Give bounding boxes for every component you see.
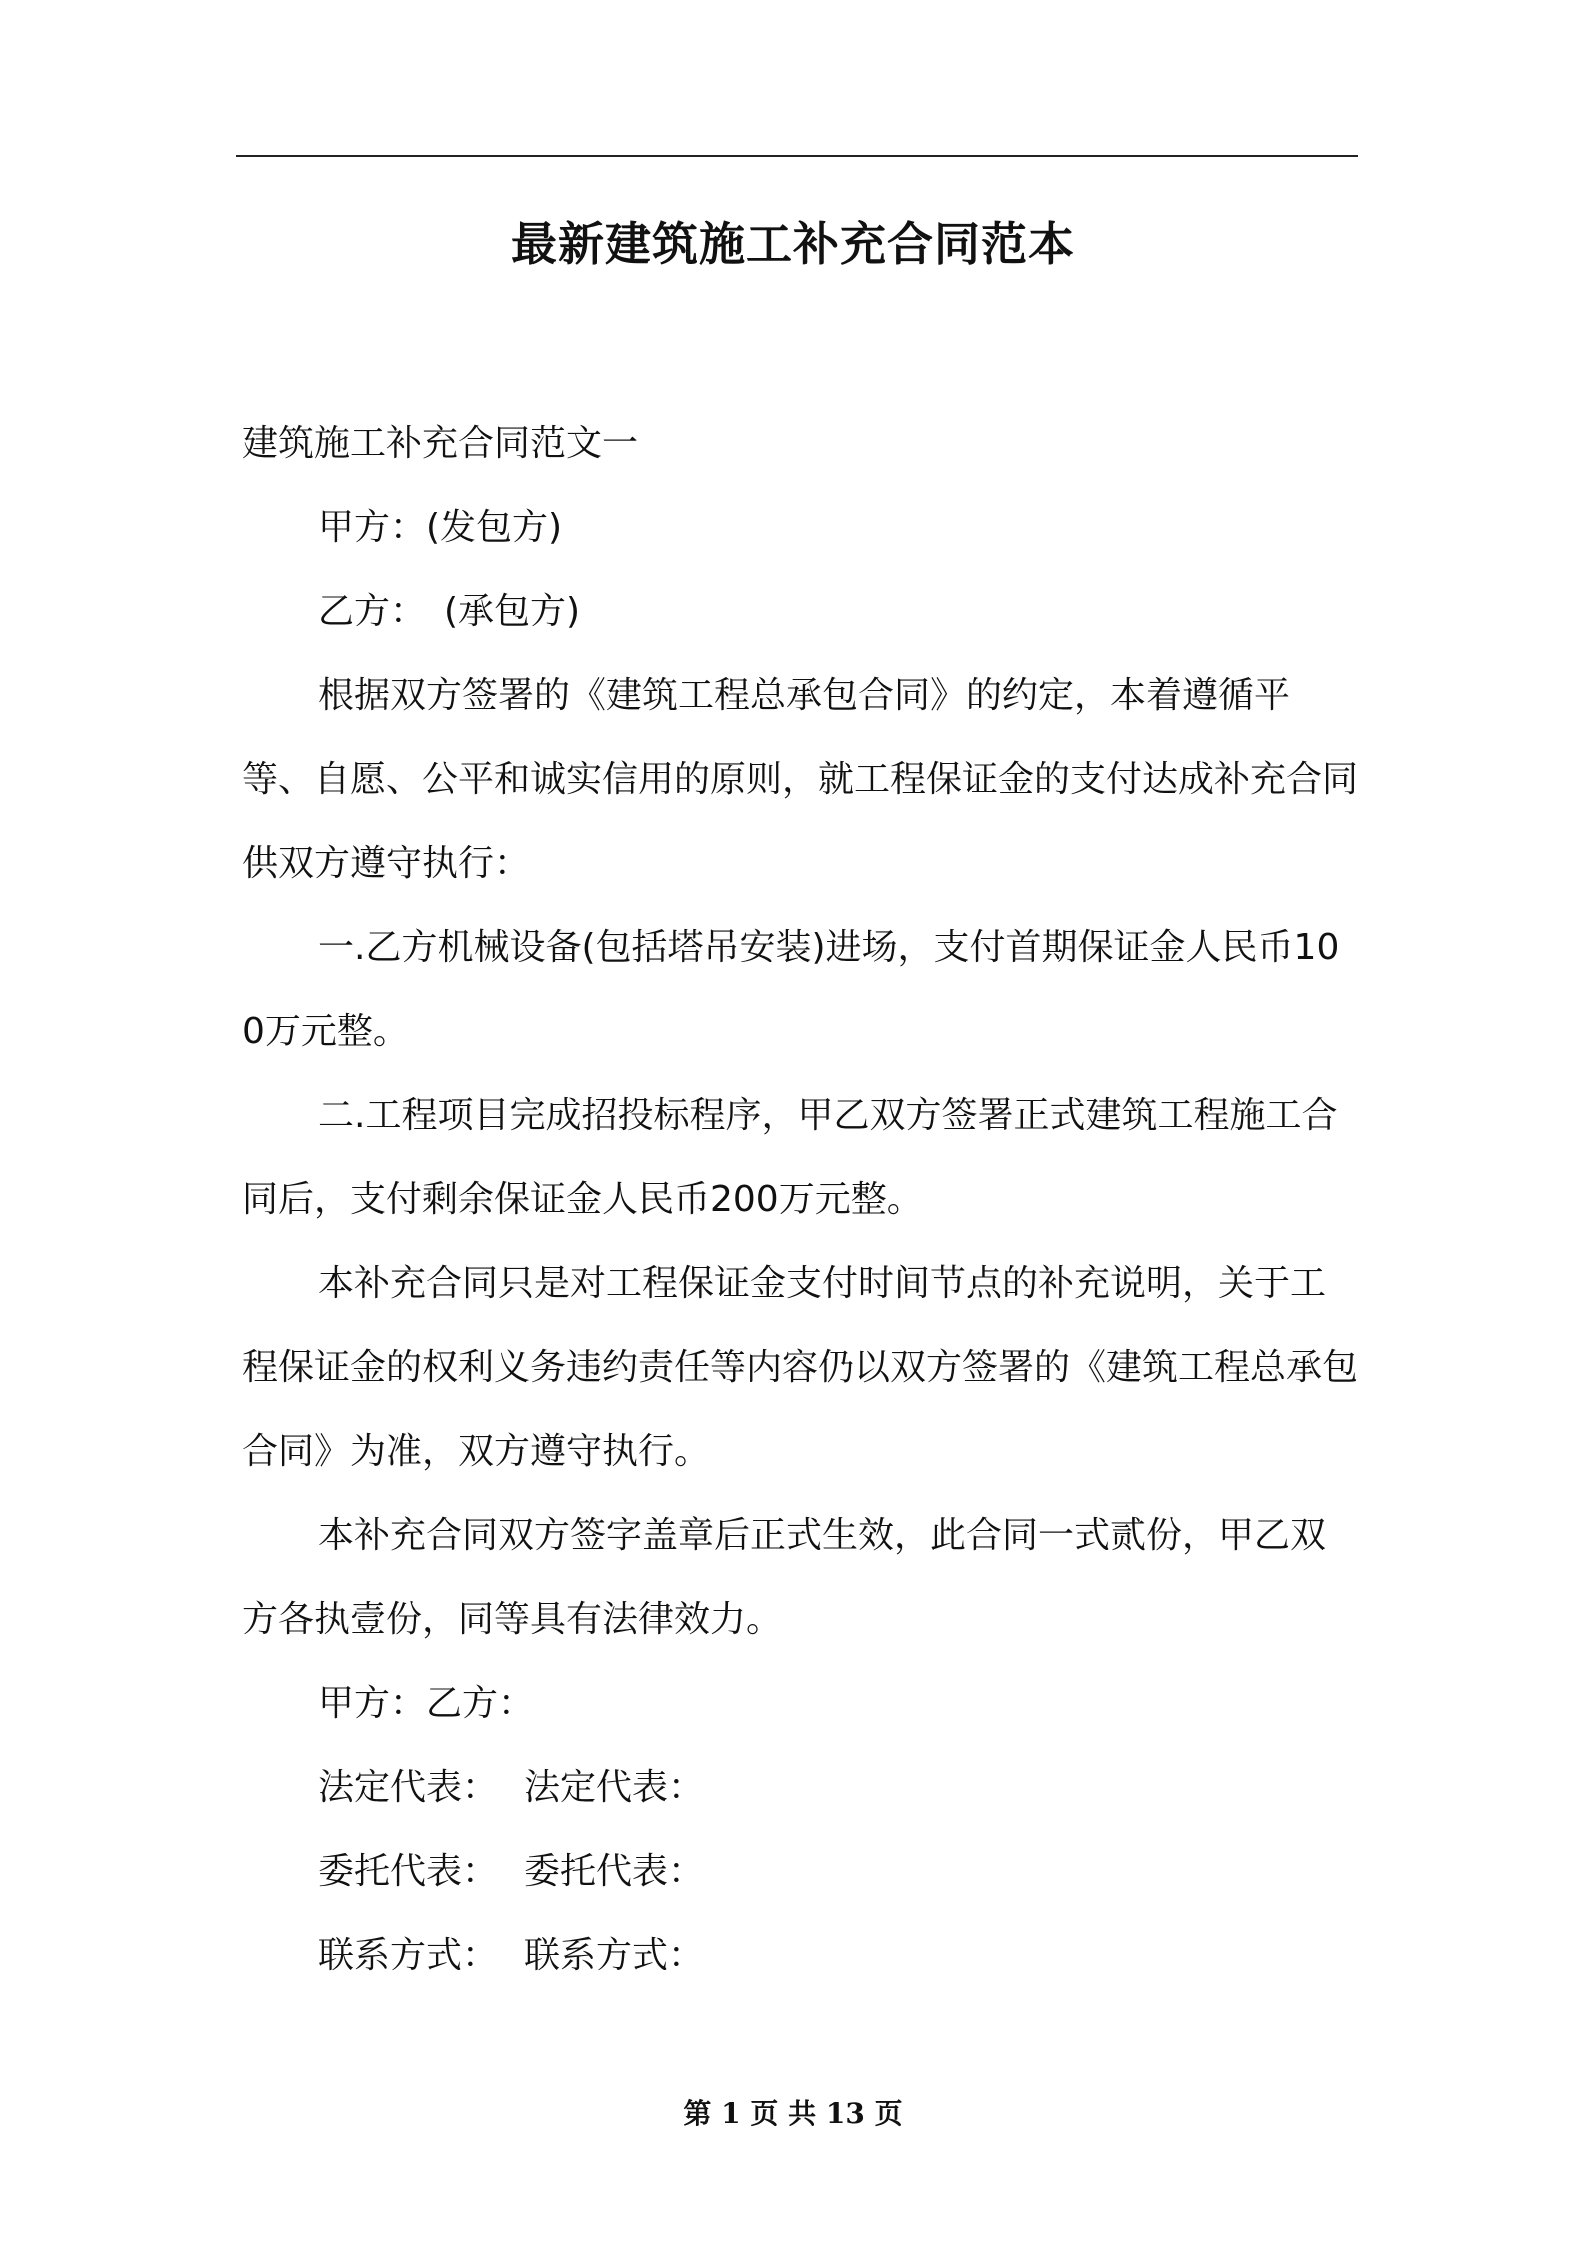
signature-label-left: 联系方式：	[318, 1935, 499, 1976]
signature-label-left: 法定代表：	[318, 1767, 499, 1808]
signature-label-right: 委托代表：	[524, 1851, 705, 1892]
signature-row-legal-rep	[242, 1746, 1358, 1830]
party-a-line: 甲方：(发包方)	[318, 507, 563, 548]
party-b-line: 乙方： (承包方)	[318, 591, 581, 632]
paragraph-effectiveness: 本补充合同双方签字盖章后正式生效，此合同一式贰份，甲乙双方各执壹份，同等具有法律效力。	[242, 1515, 1327, 1640]
paragraph-supplement-scope: 本补充合同只是对工程保证金支付时间节点的补充说明，关于工程保证金的权利义务违约责任等内容仍以双方签署的《建筑工程总承包合同》为准，双方遵守执行。	[242, 1263, 1359, 1472]
section-heading: 建筑施工补充合同范文一	[242, 423, 639, 464]
page-number-footer: 第 1 页 共 13 页	[683, 2097, 903, 2130]
paragraph-clause-one: 一.乙方机械设备(包括塔吊安装)进场，支付首期保证金人民币100万元整。	[242, 927, 1340, 1052]
paragraph-clause-two: 二.工程项目完成招投标程序，甲乙双方签署正式建筑工程施工合同后，支付剩余保证金人民币200万元整。	[242, 1095, 1338, 1220]
signature-row-authorized-rep	[242, 1830, 1358, 1914]
signature-label-right: 法定代表：	[524, 1767, 705, 1808]
document-title: 最新建筑施工补充合同范本	[511, 217, 1075, 271]
document-body	[242, 402, 1358, 1998]
signature-row-contact	[242, 1914, 1358, 1998]
signature-label-right: 联系方式：	[524, 1935, 705, 1976]
signature-parties: 甲方：乙方：	[318, 1683, 535, 1724]
signature-label-left: 委托代表：	[318, 1851, 499, 1892]
header-divider	[236, 155, 1358, 157]
paragraph-agreement-basis: 根据双方签署的《建筑工程总承包合同》的约定，本着遵循平等、自愿、公平和诚实信用的原则，就工程保证金的支付达成补充合同供双方遵守执行：	[242, 675, 1359, 884]
